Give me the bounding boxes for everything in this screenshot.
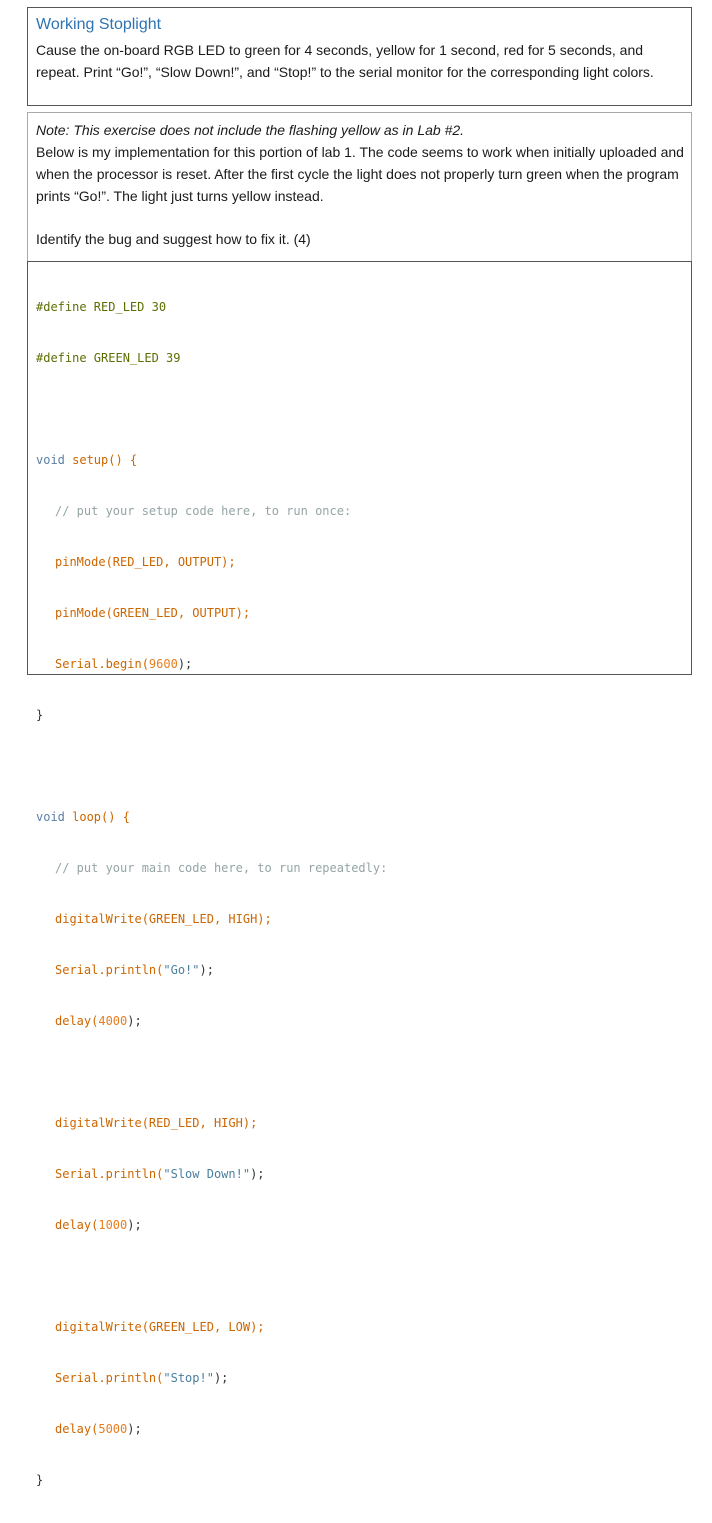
code-box xyxy=(27,261,692,1487)
code-number: 9600 xyxy=(148,657,178,671)
code-punct: ); xyxy=(250,1167,265,1181)
code-setup-line1: pinMode(RED_LED, OUTPUT); xyxy=(55,555,236,569)
code-loop-comment: // put your main code here, to run repeatedly: xyxy=(55,861,388,875)
code-delay-4000 xyxy=(36,1013,691,1030)
code-print-go xyxy=(36,962,691,979)
code-print-stop xyxy=(36,1370,691,1387)
code-fn: Serial.println( xyxy=(55,1371,164,1385)
code-define-red: #define RED_LED 30 xyxy=(36,300,167,314)
code-punct: ); xyxy=(127,1014,142,1028)
code-setup-line3 xyxy=(36,656,691,673)
note-italic: Note: This exercise does not include the flashing yellow as in Lab #2. xyxy=(36,122,465,138)
code-setup-line2: pinMode(GREEN_LED, OUTPUT); xyxy=(55,606,251,620)
code-string: "Slow Down!" xyxy=(163,1167,251,1181)
code-setup-comment: // put your setup code here, to run once: xyxy=(55,504,352,518)
code-red-high: digitalWrite(RED_LED, HIGH); xyxy=(55,1116,258,1130)
code-print-slow-down xyxy=(36,1166,691,1183)
code-number: 5000 xyxy=(98,1422,128,1436)
code-listing xyxy=(36,265,691,1523)
code-punct: ); xyxy=(199,963,214,977)
code-blank xyxy=(36,401,691,418)
code-string: "Go!" xyxy=(163,963,200,977)
code-fn: delay( xyxy=(55,1014,99,1028)
code-fn: delay( xyxy=(55,1218,99,1232)
code-loop-sig: loop() { xyxy=(64,810,130,824)
note-box xyxy=(27,112,692,262)
question-text: Identify the bug and suggest how to fix it. (4) xyxy=(36,231,311,247)
code-fn: Serial.println( xyxy=(55,1167,164,1181)
code-fn: delay( xyxy=(55,1422,99,1436)
code-punct: ); xyxy=(127,1422,142,1436)
code-punct: ); xyxy=(177,657,193,671)
code-define-green: #define GREEN_LED 39 xyxy=(36,351,181,365)
code-setup-signature xyxy=(36,452,691,469)
code-fn: Serial.println( xyxy=(55,963,164,977)
code-number: 4000 xyxy=(98,1014,128,1028)
code-blank xyxy=(36,758,691,775)
code-close-brace: } xyxy=(36,708,44,722)
code-delay-5000 xyxy=(36,1421,691,1438)
code-setup-sig: setup() { xyxy=(64,453,138,467)
code-green-low: digitalWrite(GREEN_LED, LOW); xyxy=(55,1320,265,1334)
code-number: 1000 xyxy=(98,1218,128,1232)
code-keyword: void xyxy=(36,810,65,824)
task-title: Working Stoplight xyxy=(36,16,162,33)
code-delay-1000 xyxy=(36,1217,691,1234)
code-punct: ); xyxy=(127,1218,142,1232)
code-green-high: digitalWrite(GREEN_LED, HIGH); xyxy=(55,912,272,926)
code-blank xyxy=(36,1064,691,1081)
code-string: "Stop!" xyxy=(163,1371,214,1385)
code-fn: Serial.begin( xyxy=(55,657,149,671)
task-box xyxy=(27,7,692,106)
task-description: Cause the on-board RGB LED to green for 4 seconds, yellow for 1 second, red for 5 seconds, and repeat. Print “Go!”, “Slow Down!”, and “Stop!” to the serial monitor for the corresponding light colors. xyxy=(36,42,654,80)
code-blank xyxy=(36,1268,691,1285)
code-loop-signature xyxy=(36,809,691,826)
code-keyword: void xyxy=(36,453,65,467)
code-close-brace: } xyxy=(36,1473,44,1487)
code-punct: ); xyxy=(213,1371,229,1385)
note-body: Below is my implementation for this portion of lab 1. The code seems to work when initially uploaded and when the processor is reset. After the first cycle the light does not properly turn green when the program prints “Go!”. The light just turns yellow instead. xyxy=(36,144,684,204)
